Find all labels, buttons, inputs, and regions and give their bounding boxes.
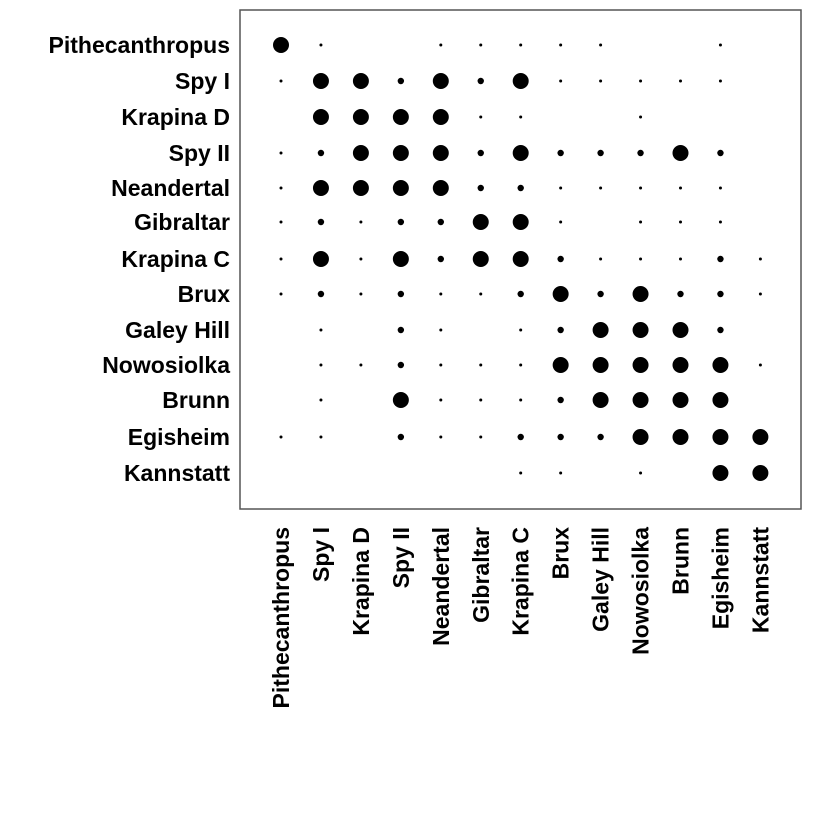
column-label-galey-hill: Galey Hill [587,527,614,632]
dot-neandertal-egisheim [719,187,722,190]
dot-gibraltar-gibraltar [473,214,489,230]
dot-brux-krapina-d [359,293,362,296]
dot-nowosiolka-spy-ii [398,362,404,368]
dot-neandertal-gibraltar [478,185,484,191]
dot-nowosiolka-neandertal [439,364,442,367]
dot-krapina-c-nowosiolka [639,258,642,261]
dot-brunn-neandertal [439,399,442,402]
dot-spy-ii-egisheim [717,150,723,156]
dot-nowosiolka-egisheim [712,357,728,373]
row-label-gibraltar: Gibraltar [134,209,230,235]
row-label-pithecanthropus: Pithecanthropus [48,32,230,58]
dot-krapina-c-neandertal [438,256,444,262]
column-label-egisheim: Egisheim [707,527,734,630]
dot-krapina-c-spy-ii [393,251,409,267]
dot-spy-ii-pithecanthropus [280,152,283,155]
dot-krapina-d-krapina-d [353,109,369,125]
dot-brux-egisheim [717,291,723,297]
dot-spy-ii-brux [557,150,563,156]
row-label-spy-i: Spy I [175,68,230,94]
row-label-krapina-c: Krapina C [121,246,230,272]
dot-pithecanthropus-galey-hill [599,44,602,47]
dot-pithecanthropus-egisheim [719,44,722,47]
column-label-brunn: Brunn [667,527,694,595]
dot-neandertal-spy-ii [393,180,409,196]
dot-pithecanthropus-pithecanthropus [273,37,289,53]
dot-spy-i-neandertal [433,73,449,89]
dot-egisheim-spy-i [319,436,322,439]
dot-neandertal-pithecanthropus [280,187,283,190]
row-label-nowosiolka: Nowosiolka [102,352,230,378]
dot-egisheim-brux [557,434,563,440]
dot-kannstatt-egisheim [712,465,728,481]
dot-spy-i-egisheim [719,80,722,83]
dot-egisheim-spy-ii [398,434,404,440]
dot-neandertal-krapina-d [353,180,369,196]
dot-gibraltar-spy-ii [398,219,404,225]
dot-brux-kannstatt [759,293,762,296]
dot-neandertal-neandertal [433,180,449,196]
dot-galey-hill-egisheim [717,327,723,333]
dot-nowosiolka-brux [553,357,569,373]
dot-nowosiolka-kannstatt [759,364,762,367]
dot-krapina-c-egisheim [717,256,723,262]
dot-brunn-brunn [673,392,689,408]
dot-brux-galey-hill [597,291,603,297]
dot-krapina-c-kannstatt [759,258,762,261]
dot-brux-nowosiolka [633,286,649,302]
dot-gibraltar-spy-i [318,219,324,225]
dot-kannstatt-kannstatt [752,465,768,481]
dot-brunn-galey-hill [593,392,609,408]
column-labels [268,527,773,709]
column-label-gibraltar: Gibraltar [467,527,494,623]
dot-nowosiolka-krapina-c [519,364,522,367]
dot-spy-i-brux [559,80,562,83]
dot-spy-i-brunn [679,80,682,83]
dot-pithecanthropus-neandertal [439,44,442,47]
dot-pithecanthropus-gibraltar [479,44,482,47]
dot-brunn-nowosiolka [633,392,649,408]
dot-gibraltar-neandertal [438,219,444,225]
dot-spy-ii-neandertal [433,145,449,161]
dot-spy-ii-nowosiolka [637,150,643,156]
column-label-nowosiolka: Nowosiolka [627,527,654,655]
dot-egisheim-nowosiolka [633,429,649,445]
dot-galey-hill-spy-ii [398,327,404,333]
dot-brux-gibraltar [479,293,482,296]
dot-galey-hill-brunn [673,322,689,338]
dot-nowosiolka-spy-i [319,364,322,367]
dot-nowosiolka-krapina-d [359,364,362,367]
dot-brux-spy-ii [398,291,404,297]
dot-spy-i-spy-ii [398,78,404,84]
dot-nowosiolka-brunn [673,357,689,373]
dot-spy-i-krapina-d [353,73,369,89]
dot-egisheim-kannstatt [752,429,768,445]
dot-gibraltar-pithecanthropus [280,221,283,224]
dot-krapina-c-krapina-d [359,258,362,261]
column-label-krapina-d: Krapina D [347,527,374,636]
dot-krapina-d-spy-ii [393,109,409,125]
dot-egisheim-gibraltar [479,436,482,439]
dot-nowosiolka-nowosiolka [633,357,649,373]
dot-neandertal-nowosiolka [639,187,642,190]
dot-spy-i-nowosiolka [639,80,642,83]
dot-krapina-c-pithecanthropus [280,258,283,261]
dot-krapina-c-brunn [679,258,682,261]
dot-spy-ii-krapina-d [353,145,369,161]
dot-neandertal-krapina-c [518,185,524,191]
dot-spy-ii-brunn [673,145,689,161]
row-label-galey-hill: Galey Hill [125,317,230,343]
row-label-neandertal: Neandertal [111,175,230,201]
dot-brux-pithecanthropus [280,293,283,296]
row-labels [49,32,231,486]
dot-galey-hill-spy-i [319,329,322,332]
dot-brux-spy-i [318,291,324,297]
dot-krapina-d-spy-i [313,109,329,125]
dot-kannstatt-nowosiolka [639,472,642,475]
row-label-brunn: Brunn [162,387,230,413]
dot-brunn-spy-ii [393,392,409,408]
dot-krapina-c-krapina-c [513,251,529,267]
dot-egisheim-pithecanthropus [280,436,283,439]
dot-brunn-brux [557,397,563,403]
dot-egisheim-egisheim [712,429,728,445]
dot-egisheim-brunn [673,429,689,445]
column-label-spy-ii: Spy II [387,527,414,589]
dot-gibraltar-brunn [679,221,682,224]
dot-gibraltar-krapina-c [513,214,529,230]
dot-pithecanthropus-brux [559,44,562,47]
dot-kannstatt-brux [559,472,562,475]
dot-krapina-c-galey-hill [599,258,602,261]
dot-spy-i-pithecanthropus [280,80,283,83]
column-label-kannstatt: Kannstatt [747,527,774,634]
row-label-krapina-d: Krapina D [121,104,230,130]
dot-egisheim-galey-hill [597,434,603,440]
row-label-brux: Brux [177,281,230,307]
dot-gibraltar-egisheim [719,221,722,224]
dot-spy-i-gibraltar [478,78,484,84]
row-label-kannstatt: Kannstatt [123,460,230,486]
dot-galey-hill-brux [557,327,563,333]
dot-neandertal-spy-i [313,180,329,196]
dot-spy-ii-gibraltar [478,150,484,156]
dot-gibraltar-brux [559,221,562,224]
column-label-spy-i: Spy I [307,527,334,582]
dot-krapina-d-nowosiolka [639,116,642,119]
dot-krapina-d-krapina-c [519,116,522,119]
dot-krapina-c-gibraltar [473,251,489,267]
dot-brunn-gibraltar [479,399,482,402]
dot-krapina-c-brux [557,256,563,262]
dot-krapina-d-neandertal [433,109,449,125]
dot-neandertal-brunn [679,187,682,190]
dot-pithecanthropus-spy-i [319,44,322,47]
dot-neandertal-brux [559,187,562,190]
dot-brunn-egisheim [712,392,728,408]
dot-egisheim-neandertal [439,436,442,439]
dot-spy-ii-krapina-c [513,145,529,161]
column-label-brux: Brux [547,527,574,580]
row-label-spy-ii: Spy II [168,140,230,166]
column-label-krapina-c: Krapina C [507,527,534,636]
dot-galey-hill-galey-hill [593,322,609,338]
dot-kannstatt-krapina-c [519,472,522,475]
dot-brux-neandertal [439,293,442,296]
dot-pithecanthropus-krapina-c [519,44,522,47]
dot-brunn-spy-i [319,399,322,402]
dot-neandertal-galey-hill [599,187,602,190]
dot-nowosiolka-galey-hill [593,357,609,373]
dot-gibraltar-krapina-d [359,221,362,224]
dot-spy-i-galey-hill [599,80,602,83]
dot-galey-hill-krapina-c [519,329,522,332]
dot-brux-brux [553,286,569,302]
dot-egisheim-krapina-c [518,434,524,440]
dot-gibraltar-nowosiolka [639,221,642,224]
dot-brunn-krapina-c [519,399,522,402]
dot-brux-brunn [677,291,683,297]
dot-spy-i-krapina-c [513,73,529,89]
dot-krapina-c-spy-i [313,251,329,267]
dot-galey-hill-neandertal [439,329,442,332]
row-label-egisheim: Egisheim [127,424,230,450]
dot-krapina-d-gibraltar [479,116,482,119]
dot-spy-ii-spy-ii [393,145,409,161]
dot-galey-hill-nowosiolka [633,322,649,338]
dot-spy-i-spy-i [313,73,329,89]
column-label-pithecanthropus: Pithecanthropus [268,527,294,709]
dot-nowosiolka-gibraltar [479,364,482,367]
dot-spy-ii-galey-hill [597,150,603,156]
column-label-neandertal: Neandertal [427,527,454,646]
dot-brux-krapina-c [518,291,524,297]
dot-spy-ii-spy-i [318,150,324,156]
